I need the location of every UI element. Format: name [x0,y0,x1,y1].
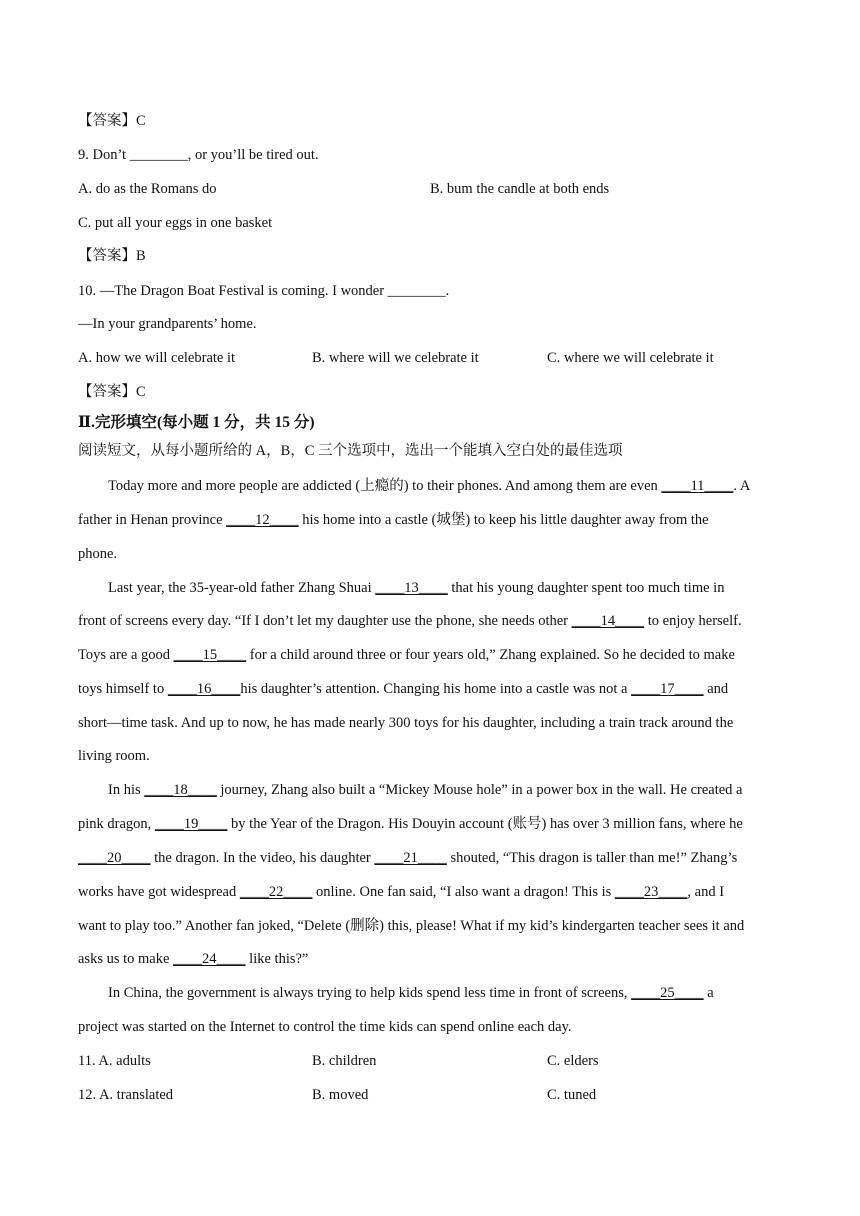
q10-option-c: C. where we will celebrate it [547,350,714,366]
blank-20: ____20____ [78,850,151,866]
blank-24: ____24____ [173,951,246,967]
passage-line: asks us to make ____24____ like this?” [78,951,309,967]
blank-16: ____16____ [167,681,241,697]
q8-answer: 【答案】C [78,113,146,129]
passage-line: short—time task. And up to now, he has made nearly 300 toys for his daughter, including a train track around the [78,715,734,731]
passage-line: In China, the government is always trying to help kids spend less time in front of screens, ____25____ a [108,985,714,1001]
blank-21: ____21____ [374,850,447,866]
q9-option-b: B. bum the candle at both ends [430,181,610,197]
blank-17: ____17____ [631,681,704,697]
q12-option-c: C. tuned [547,1087,597,1103]
passage-line: front of screens every day. “If I don’t let my daughter use the phone, she needs other ____14____ to enjoy herself. [78,613,742,629]
passage-line: living room. [78,748,150,764]
q12-option-b: B. moved [312,1087,369,1103]
passage-line: ____20____ the dragon. In the video, his daughter ____21____ shouted, “This dragon is taller than me!” Zhang’s [78,850,738,866]
blank-18: ____18____ [144,782,217,798]
q10-stem: 10. —The Dragon Boat Festival is coming. I wonder ________. [78,283,450,299]
q11-option-b: B. children [312,1053,377,1069]
passage-line: project was started on the Internet to control the time kids can spend online each day. [78,1019,572,1035]
q10-answer: 【答案】C [78,384,146,400]
q9-option-a: A. do as the Romans do [78,181,217,197]
section-instruction: 阅读短文，从每小题所给的 A，B，C 三个选项中，选出一个能填入空白处的最佳选项 [78,443,623,459]
passage-line: Toys are a good ____15____ for a child around three or four years old,” Zhang explained. So he decided to make [78,647,735,663]
q9-answer: 【答案】B [78,248,146,264]
blank-13: ____13____ [375,580,448,596]
q9-stem: 9. Don’t ________, or you’ll be tired out. [78,147,319,163]
passage-line: father in Henan province ____12____ his home into a castle (城堡) to keep his little daughter away from the [78,512,709,528]
q11-option-a: 11. A. adults [78,1053,151,1069]
blank-19: ____19____ [154,816,228,832]
blank-23: ____23____ [614,884,688,900]
blank-15: ____15____ [173,647,247,663]
passage-line: pink dragon, ____19____ by the Year of the Dragon. His Douyin account (账号) has over 3 million fans, where he [78,816,743,832]
q12-option-a: 12. A. translated [78,1087,174,1103]
passage-line: In his ____18____ journey, Zhang also built a “Mickey Mouse hole” in a power box in the wall. He created a [108,782,743,798]
blank-12: ____12____ [226,512,299,528]
passage-line: Last year, the 35-year-old father Zhang Shuai ____13____ that his young daughter spent too much time in [108,580,725,596]
passage-line: works have got widespread ____22____ online. One fan said, “I also want a dragon! This is ____23____, and I [78,884,725,900]
blank-14: ____14____ [571,613,645,629]
passage-line: phone. [78,546,118,562]
blank-22: ____22____ [239,884,313,900]
blank-25: ____25____ [631,985,704,1001]
passage-line: toys himself to ____16____his daughter’s attention. Changing his home into a castle was not a ____17____ and [78,681,729,697]
q10-reply: —In your grandparents’ home. [78,316,257,332]
passage-line: Today more and more people are addicted (上瘾的) to their phones. And among them are even ____11____. A [108,478,751,494]
q9-option-c: C. put all your eggs in one basket [78,215,273,231]
q11-option-c: C. elders [547,1053,599,1069]
q10-option-a: A. how we will celebrate it [78,350,236,366]
section-title: Ⅱ.完形填空(每小题 1 分，共 15 分) [78,414,315,431]
blank-11: ____11____ [661,478,734,494]
passage-line: want to play too.” Another fan joked, “Delete (删除) this, please! What if my kid’s kindergarten teacher sees it and [78,918,745,934]
q10-option-b: B. where will we celebrate it [312,350,479,366]
